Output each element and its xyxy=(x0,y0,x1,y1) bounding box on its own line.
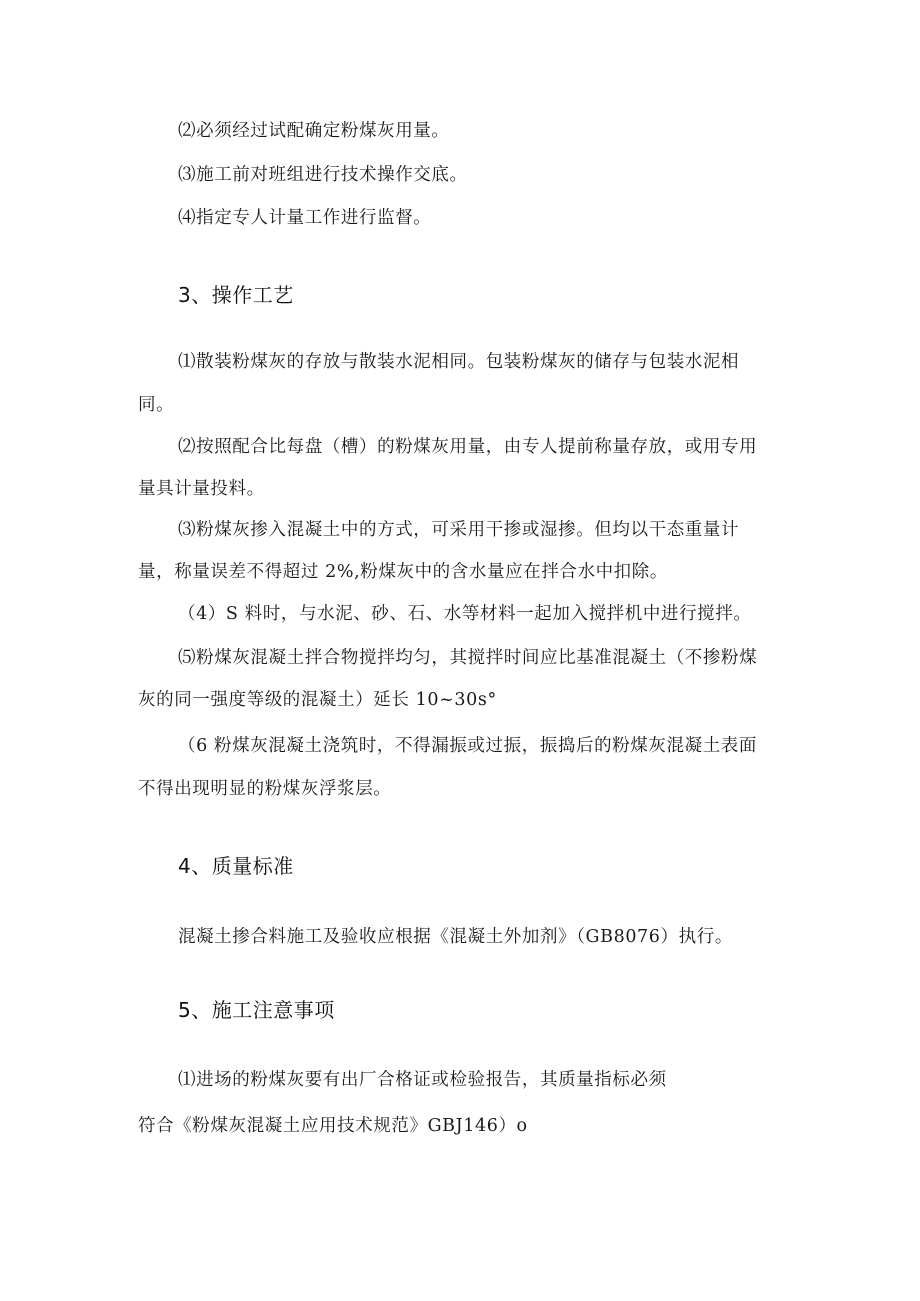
list-item: ⑵必须经过试配确定粉煤灰用量。 xyxy=(178,121,450,141)
section-heading-5: 5、施工注意事项 xyxy=(178,998,335,1022)
paragraph-line: ⑵按照配合比每盘（槽）的粉煤灰用量，由专人提前称量存放，或用专用 xyxy=(178,437,758,457)
list-item: ⑶施工前对班组进行技术操作交底。 xyxy=(178,165,468,185)
paragraph-line: 符合《粉煤灰混凝土应用技术规范》GBJ146）o xyxy=(138,1116,528,1136)
paragraph-line: （6 粉煤灰混凝土浇筑时，不得漏振或过振，振捣后的粉煤灰混凝土表面 xyxy=(178,736,757,756)
paragraph-line: 不得出现明显的粉煤灰浮浆层。 xyxy=(138,779,392,799)
paragraph-line: 混凝土掺合料施工及验收应根据《混凝土外加剂》（GB8076）执行。 xyxy=(178,927,733,947)
paragraph-line: 量具计量投料。 xyxy=(138,479,265,499)
paragraph-line: ⑴散装粉煤灰的存放与散装水泥相同。包装粉煤灰的储存与包装水泥相 xyxy=(178,352,740,372)
section-heading-3: 3、操作工艺 xyxy=(178,283,294,307)
section-heading-4: 4、质量标准 xyxy=(178,854,294,878)
paragraph-line: ⑴进场的粉煤灰要有出厂合格证或检验报告，其质量指标必须 xyxy=(178,1070,667,1090)
paragraph-line: 灰的同一强度等级的混凝土）延长 10~30s° xyxy=(138,690,497,710)
paragraph-line: 同。 xyxy=(138,395,175,415)
list-item: ⑷指定专人计量工作进行监督。 xyxy=(178,208,432,228)
paragraph-line: ⑸粉煤灰混凝土拌合物搅拌均匀，其搅拌时间应比基准混凝土（不掺粉煤 xyxy=(178,648,758,668)
paragraph-line: （4）S 料时，与水泥、砂、石、水等材料一起加入搅拌机中进行搅拌。 xyxy=(178,604,752,624)
paragraph-line: ⑶粉煤灰掺入混凝土中的方式，可采用干掺或湿掺。但均以干态重量计 xyxy=(178,520,740,540)
paragraph-line: 量，称量误差不得超过 2%,粉煤灰中的含水量应在拌合水中扣除。 xyxy=(138,562,668,582)
